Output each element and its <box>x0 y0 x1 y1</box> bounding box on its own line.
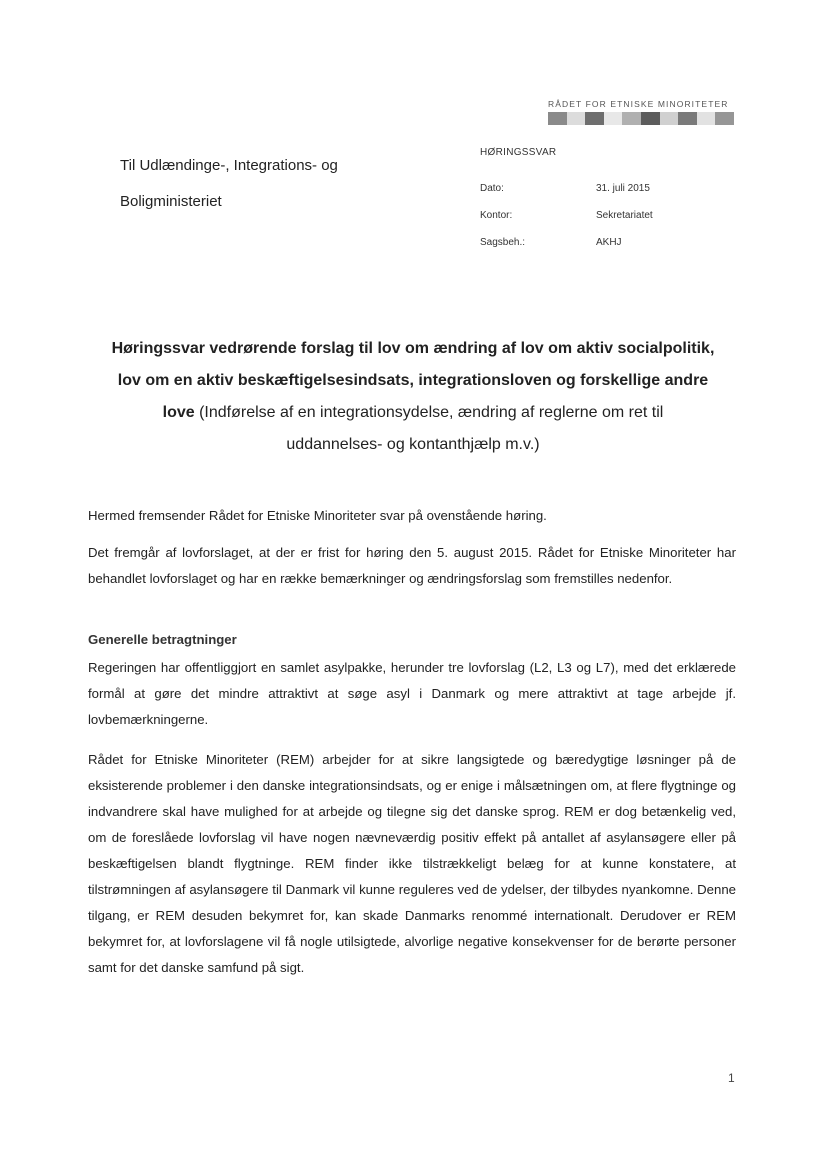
page-number: 1 <box>728 1071 735 1085</box>
title-bold-line-3: love <box>162 404 195 421</box>
recipient-line-2: Boligministeriet <box>120 193 222 210</box>
title-normal-line-4: uddannelses- og kontanthjælp m.v.) <box>286 436 540 453</box>
logo-segment <box>548 112 567 125</box>
logo-segment <box>567 112 586 125</box>
document-title <box>82 333 744 461</box>
section-heading: Generelle betragtninger <box>88 632 237 647</box>
paragraph-deadline: Det fremgår af lovforslaget, at der er frist for høring den 5. august 2015. Rådet for Etniske Minoriteter har behandlet lovforslaget og har en række bemærkninger og ændringsforslag som fremstilles nedenfor. <box>88 545 736 586</box>
meta-value: 31. juli 2015 <box>596 183 650 194</box>
logo-segment <box>641 112 660 125</box>
meta-label: Dato: <box>480 183 504 194</box>
title-bold-line-1: Høringssvar vedrørende forslag til lov om ændring af lov om aktiv socialpolitik, <box>111 340 715 357</box>
meta-row-office <box>480 210 653 221</box>
logo-segment <box>604 112 623 125</box>
logo-segment <box>678 112 697 125</box>
logo-segment <box>622 112 641 125</box>
org-logo-bar <box>548 112 734 125</box>
meta-value: AKHJ <box>596 237 622 248</box>
title-bold-line-2: lov om en aktiv beskæftigelsesindsats, integrationsloven og forskellige andre <box>117 372 709 389</box>
title-normal-line-3: (Indførelse af en integrationsydelse, ændring af reglerne om ret til <box>194 404 664 421</box>
paragraph-asylum-package: Regeringen har offentliggjort en samlet asylpakke, herunder tre lovforslag (L2, L3 og L7), med det erklærede formål at gøre det mindre attraktivt at søge asyl i Danmark og mere attraktivt at tage arbejde jf. lovbemærkningerne. <box>88 660 736 727</box>
meta-row-date <box>480 183 650 194</box>
org-name: RÅDET FOR ETNISKE MINORITETER <box>548 99 729 109</box>
logo-segment <box>585 112 604 125</box>
document-type: HØRINGSSVAR <box>480 147 557 158</box>
logo-segment <box>715 112 734 125</box>
paragraph-rem-position: Rådet for Etniske Minoriteter (REM) arbejder for at sikre langsigtede og bæredygtige løsninger på de eksisterende problemer i den danske integrationsindsats, og er enige i målsætningen om, at flere flygtninge og indvandrere skal have mulighed for at arbejde og tilegne sig det danske sprog. REM er dog betænkelig ved, om de foreslåede lovforslag vil have nogen nævneværdig positiv effekt på antallet af asylansøgere eller på beskæftigelsen blandt flygtninge. REM finder ikke tilstrækkeligt belæg for at kunne konstatere, at tilstrømningen af asylansøgere til Danmark vil kunne reguleres ved de ydelser, der tilbydes nyankomne. Denne tilgang, er REM desuden bekymret for, kan skade Danmarks renommé internationalt. Derudover er REM bekymret for, at lovforslagene vil få nogle utilsigtede, alvorlige negative konsekvenser for de berørte personer samt for det danske samfund på sigt. <box>88 752 736 975</box>
meta-row-handler <box>480 237 622 248</box>
logo-segment <box>697 112 716 125</box>
recipient-line-1: Til Udlændinge-, Integrations- og <box>120 157 338 174</box>
recipient-block <box>120 148 338 220</box>
meta-value: Sekretariatet <box>596 210 653 221</box>
meta-label: Sagsbeh.: <box>480 237 526 248</box>
logo-segment <box>660 112 679 125</box>
meta-label: Kontor: <box>480 210 513 221</box>
paragraph-intro: Hermed fremsender Rådet for Etniske Minoriteter svar på ovenstående høring. <box>88 508 547 523</box>
